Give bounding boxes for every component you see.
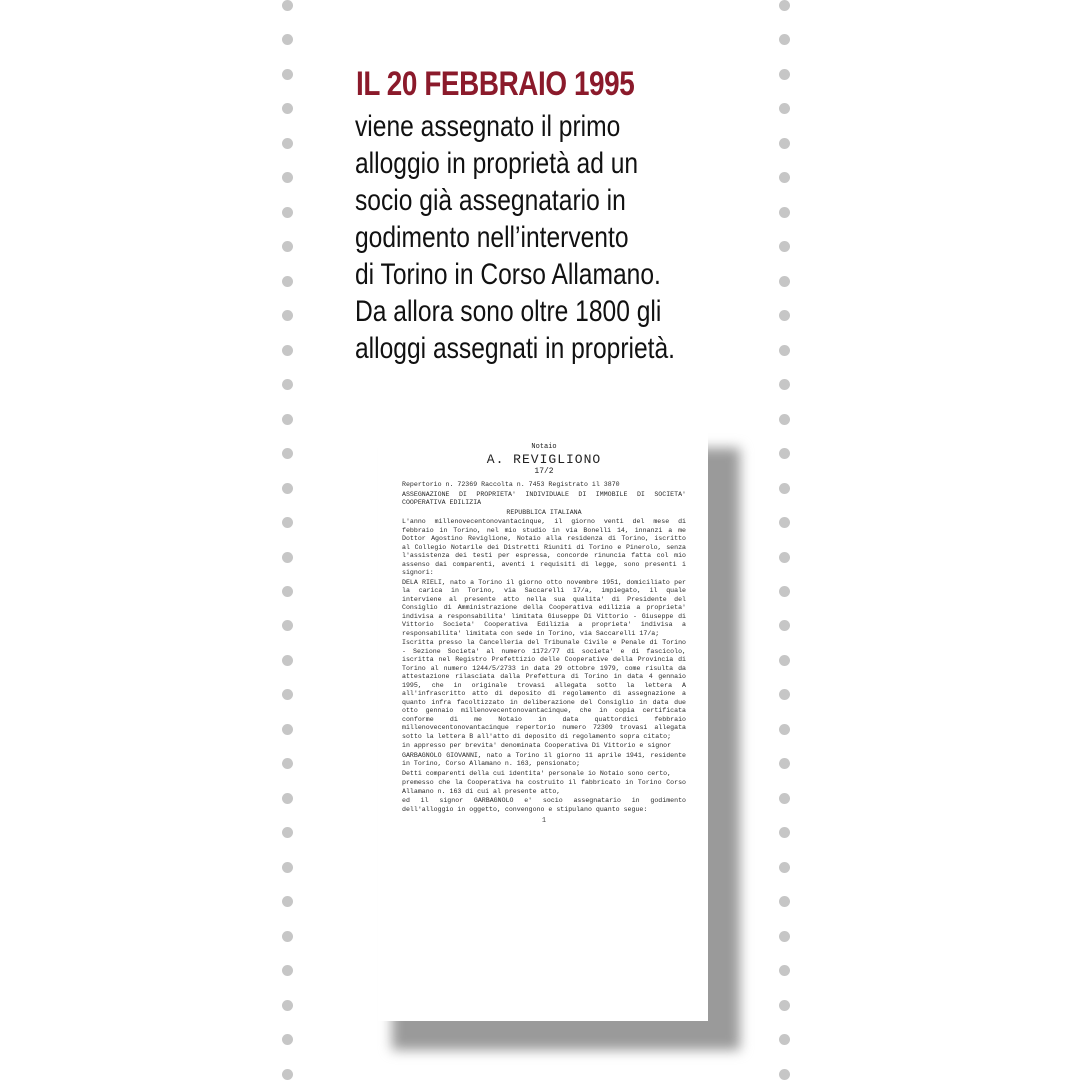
document-paragraph: GARBAGNOLO GIOVANNI, nato a Torino il giorno 11 aprile 1941, residente in Torino, Corso Allamano n. 163, pensionato;: [402, 751, 686, 767]
scanned-document: [378, 433, 708, 1021]
document-paragraph: ed il signor GARBAGNOLO e' socio assegnatario in godimento dell'alloggio in oggetto, convengono e stipulano quanto segue:: [402, 797, 686, 813]
document-header-sub: 17/2: [534, 467, 554, 476]
border-dot: [282, 758, 293, 769]
border-dot: [779, 965, 790, 976]
document-notary-name: A. REVIGLIONO: [486, 452, 602, 467]
headline: IL 20 FEBBRAIO 1995: [356, 65, 635, 103]
border-dot: [779, 241, 790, 252]
document-paragraph: Detti comparenti della cui identita' personale io Notaio sono certo,: [402, 769, 672, 777]
border-dot: [779, 103, 790, 114]
border-dot: [282, 34, 293, 45]
border-dot: [282, 655, 293, 666]
body-line: alloggi assegnati in proprietà.: [355, 332, 676, 365]
border-dot: [779, 758, 790, 769]
document-paragraph: in appresso per brevita' denominata Cooperativa Di Vittorio e signor: [402, 742, 672, 749]
border-dot: [779, 896, 790, 907]
border-dot: [779, 34, 790, 45]
border-dot: [282, 1034, 293, 1045]
border-dot: [779, 172, 790, 183]
border-dot: [779, 724, 790, 735]
body-line: Da allora sono oltre 1800 gli: [355, 295, 662, 328]
border-dot: [779, 345, 790, 356]
border-dot: [779, 276, 790, 287]
border-dot: [779, 69, 790, 80]
border-dot: [282, 276, 293, 287]
border-dot: [779, 138, 790, 149]
right-dotted-border: [779, 0, 791, 1080]
border-dot: [282, 310, 293, 321]
body-text: [355, 108, 675, 367]
body-line: di Torino in Corso Allamano.: [355, 258, 661, 291]
border-dot: [779, 517, 790, 528]
border-dot: [779, 1000, 790, 1011]
border-dot: [779, 379, 790, 390]
body-line: alloggio in proprietà ad un: [355, 147, 639, 180]
border-dot: [282, 69, 293, 80]
left-dotted-border: [282, 0, 294, 1080]
border-dot: [282, 448, 293, 459]
border-dot: [282, 1069, 293, 1080]
document-header-small: Notaio: [531, 443, 557, 451]
document-paragraph: ASSEGNAZIONE DI PROPRIETA' INDIVIDUALE DI IMMOBILE DI SOCIETA' COOPERATIVA EDILIZIA: [402, 490, 686, 506]
document-body: [402, 481, 686, 814]
border-dot: [779, 207, 790, 218]
border-dot: [282, 724, 293, 735]
border-dot: [282, 793, 293, 804]
document-paragraph: Iscritta presso la Cancelleria del Tribunale Civile e Penale di Torino - Sezione Societa' al numero 1172/77 di societa' e di fascicolo, iscritta nel Registro Prefettizio delle Cooperative della Provincia di Torino al numero 1244/5/2733 in data 29 ottobre 1979, come risulta da attestazione rilasciata dalla Prefettura di Torino in data 4 gennaio 1995, che in originale trovasi allegata sotto la lettera A all'infrascritto atto di deposito di regolamento di assegnazione a quanto infra facoltizzato in deliberazione del Consiglio in data due otto gennaio millenovecentonovantacinque, che in copia certificata conforme di me Notaio in data quattordici febbraio millenovecentonovantacinque repertorio numero 72309 trovasi allegata sotto la lettera B all'atto di deposito di regolamento sopra citato;: [402, 639, 686, 740]
border-dot: [779, 827, 790, 838]
border-dot: [779, 414, 790, 425]
border-dot: [779, 620, 790, 631]
body-line: viene assegnato il primo: [355, 110, 621, 143]
border-dot: [779, 931, 790, 942]
border-dot: [282, 552, 293, 563]
border-dot: [779, 793, 790, 804]
document-header: [402, 443, 686, 477]
border-dot: [779, 552, 790, 563]
border-dot: [779, 483, 790, 494]
document-paragraph: DELA RIELI, nato a Torino il giorno otto novembre 1951, domiciliato per la carica in Torino, via Saccarelli 17/a, impiegato, il quale interviene al presente atto nella sua qualita' di Presidente del Consiglio di Amministrazione della Cooperativa edilizia a proprieta' indivisa a responsabilita' limitata Giuseppe Di Vittorio - Giuseppe di Vittorio Societa' Cooperativa Edilizia a proprieta' indivisa a responsabilita' limitata con sede in Torino, via Saccarelli 17/a;: [402, 578, 686, 637]
border-dot: [282, 103, 293, 114]
border-dot: [282, 414, 293, 425]
border-dot: [282, 862, 293, 873]
document-paragraph: L'anno millenovecentonovantacinque, il giorno venti del mese di febbraio in Torino, nel mio studio in via Bonelli 14, innanzi a me Dottor Agostino Reviglione, Notaio alla residenza di Torino, iscritto al Collegio Notarile dei Distretti Riuniti di Torino e Pinerolo, senza l'assistenza dei testi per espressa, concorde rinuncia fatta col mio assenso dai comparenti, aventi i requisiti di legge, sono presenti i signori:: [402, 518, 686, 576]
border-dot: [282, 1000, 293, 1011]
border-dot: [779, 1034, 790, 1045]
border-dot: [282, 0, 293, 11]
border-dot: [779, 689, 790, 700]
border-dot: [282, 345, 293, 356]
border-dot: [282, 138, 293, 149]
border-dot: [282, 586, 293, 597]
border-dot: [282, 207, 293, 218]
body-line: godimento nell’intervento: [355, 221, 629, 254]
border-dot: [282, 620, 293, 631]
document-paragraph: Repertorio n. 72369 Raccolta n. 7453 Registrato il 3870: [402, 481, 620, 488]
border-dot: [779, 448, 790, 459]
border-dot: [282, 689, 293, 700]
border-dot: [282, 172, 293, 183]
border-dot: [282, 896, 293, 907]
border-dot: [779, 1069, 790, 1080]
border-dot: [779, 655, 790, 666]
border-dot: [282, 965, 293, 976]
border-dot: [779, 310, 790, 321]
border-dot: [282, 241, 293, 252]
document-paragraph: REPUBBLICA ITALIANA: [506, 508, 582, 516]
border-dot: [779, 586, 790, 597]
border-dot: [282, 827, 293, 838]
body-line: socio già assegnatario in: [355, 184, 626, 217]
document-page-number: 1: [541, 817, 547, 825]
border-dot: [282, 379, 293, 390]
border-dot: [779, 862, 790, 873]
border-dot: [282, 931, 293, 942]
border-dot: [282, 517, 293, 528]
document-paragraph: premesso che la Cooperativa ha costruito il fabbricato in Torino Corso Allamano n. 163 di cui al presente atto,: [402, 779, 686, 795]
border-dot: [779, 0, 790, 11]
border-dot: [282, 483, 293, 494]
